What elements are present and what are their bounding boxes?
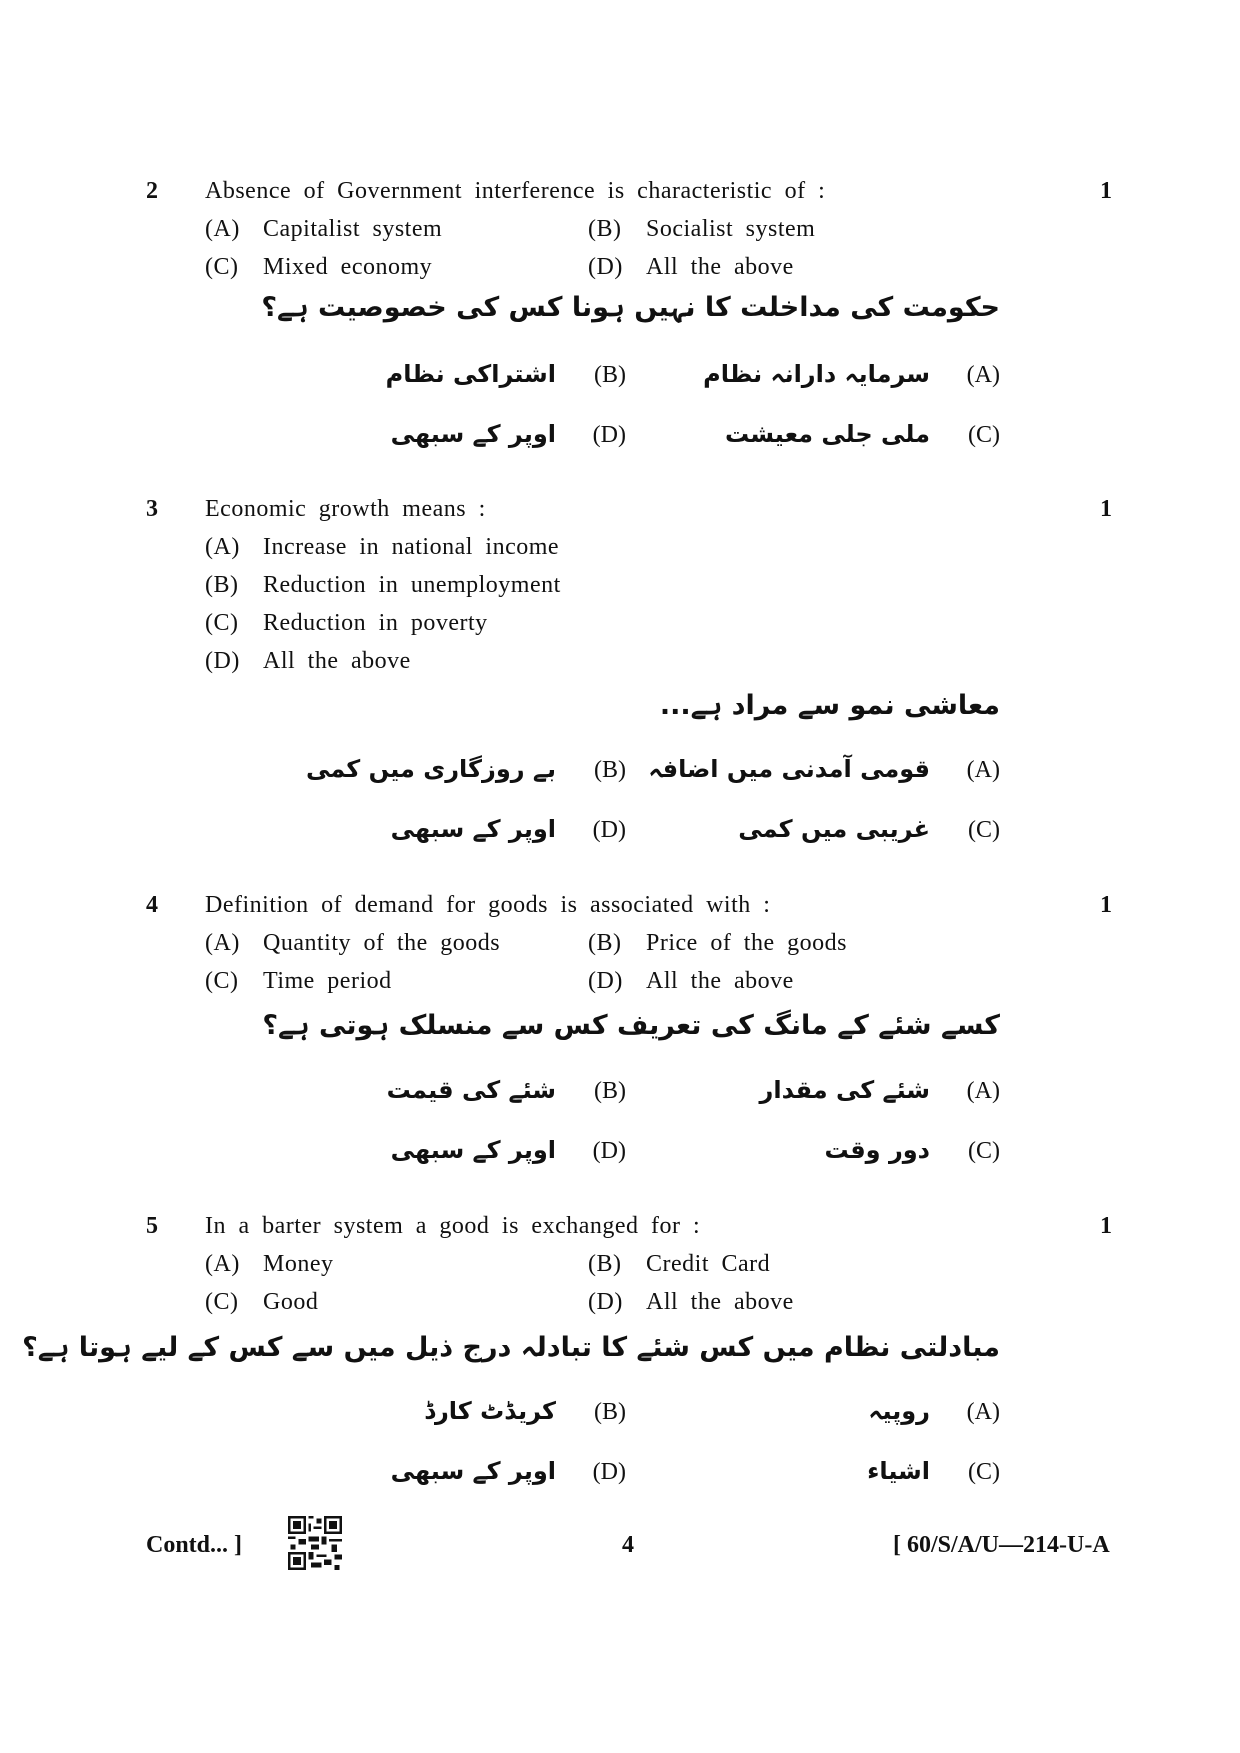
option-b: (B) Price of the goods <box>588 930 847 956</box>
option-c: (C) Time period <box>205 968 392 994</box>
urdu-question-stem: معاشی نمو سے مراد ہے... <box>659 690 1000 721</box>
urdu-option-c: (C)ملی جلی معیشت <box>724 420 1000 448</box>
urdu-question-stem: حکومت کی مداخلت کا نہیں ہونا کس کی خصوصیت ہے؟ <box>261 292 1000 323</box>
question-number: 4 <box>146 892 158 918</box>
option-d: (D) All the above <box>588 254 794 280</box>
urdu-option-d: (D)اوپر کے سبھی <box>390 1136 626 1164</box>
option-a: (A) Money <box>205 1251 334 1277</box>
question-marks: 1 <box>1100 496 1112 522</box>
urdu-question-stem: کسے شئے کے مانگ کی تعریف کس سے منسلک ہوتی ہے؟ <box>262 1010 1000 1041</box>
option-d: (D) All the above <box>205 648 411 674</box>
urdu-option-c: (C)غریبی میں کمی <box>738 815 1000 843</box>
question-stem: In a barter system a good is exchanged for : <box>205 1213 701 1239</box>
urdu-option-b: (B)بے روزگاری میں کمی <box>305 755 626 783</box>
page-number: 4 <box>622 1532 634 1558</box>
urdu-option-b: (B)کریڈٹ کارڈ <box>424 1397 626 1425</box>
question-marks: 1 <box>1100 892 1112 918</box>
question-number: 5 <box>146 1213 158 1239</box>
urdu-option-a: (A)قومی آمدنی میں اضافہ <box>648 755 1000 783</box>
question-stem: Absence of Government interference is characteristic of : <box>205 178 826 204</box>
urdu-option-b: (B)شئے کی قیمت <box>386 1076 626 1104</box>
qr-code-icon <box>288 1516 342 1570</box>
urdu-option-c: (C)اشیاء <box>867 1457 1000 1485</box>
option-d: (D) All the above <box>588 968 794 994</box>
option-a: (A) Capitalist system <box>205 216 443 242</box>
option-a: (A) Quantity of the goods <box>205 930 501 956</box>
option-c: (C) Good <box>205 1289 319 1315</box>
urdu-question-stem: مبادلتی نظام میں کس شئے کا تبادلہ درج ذیل میں سے کس کے لیے ہوتا ہے؟ <box>22 1332 1000 1363</box>
contd-label: Contd... ] <box>146 1532 243 1558</box>
option-b: (B) Socialist system <box>588 216 816 242</box>
option-d: (D) All the above <box>588 1289 794 1315</box>
option-c: (C) Reduction in poverty <box>205 610 488 636</box>
option-b: (B) Reduction in unemployment <box>205 572 561 598</box>
urdu-option-c: (C)دور وقت <box>824 1136 1000 1164</box>
question-marks: 1 <box>1100 1213 1112 1239</box>
urdu-option-a: (A)شئے کی مقدار <box>759 1076 1000 1104</box>
question-number: 2 <box>146 178 158 204</box>
question-stem: Economic growth means : <box>205 496 486 522</box>
option-a: (A) Increase in national income <box>205 534 560 560</box>
option-c: (C) Mixed economy <box>205 254 433 280</box>
urdu-option-d: (D)اوپر کے سبھی <box>390 815 626 843</box>
urdu-option-d: (D)اوپر کے سبھی <box>390 420 626 448</box>
question-number: 3 <box>146 496 158 522</box>
paper-code: [ 60/S/A/U—214-U-A <box>893 1532 1110 1558</box>
question-marks: 1 <box>1100 178 1112 204</box>
urdu-option-a: (A)روپیہ <box>868 1397 1000 1425</box>
option-b: (B) Credit Card <box>588 1251 771 1277</box>
urdu-option-b: (B)اشتراکی نظام <box>385 360 626 388</box>
urdu-option-a: (A)سرمایہ دارانہ نظام <box>703 360 1000 388</box>
urdu-option-d: (D)اوپر کے سبھی <box>390 1457 626 1485</box>
question-stem: Definition of demand for goods is associated with : <box>205 892 771 918</box>
